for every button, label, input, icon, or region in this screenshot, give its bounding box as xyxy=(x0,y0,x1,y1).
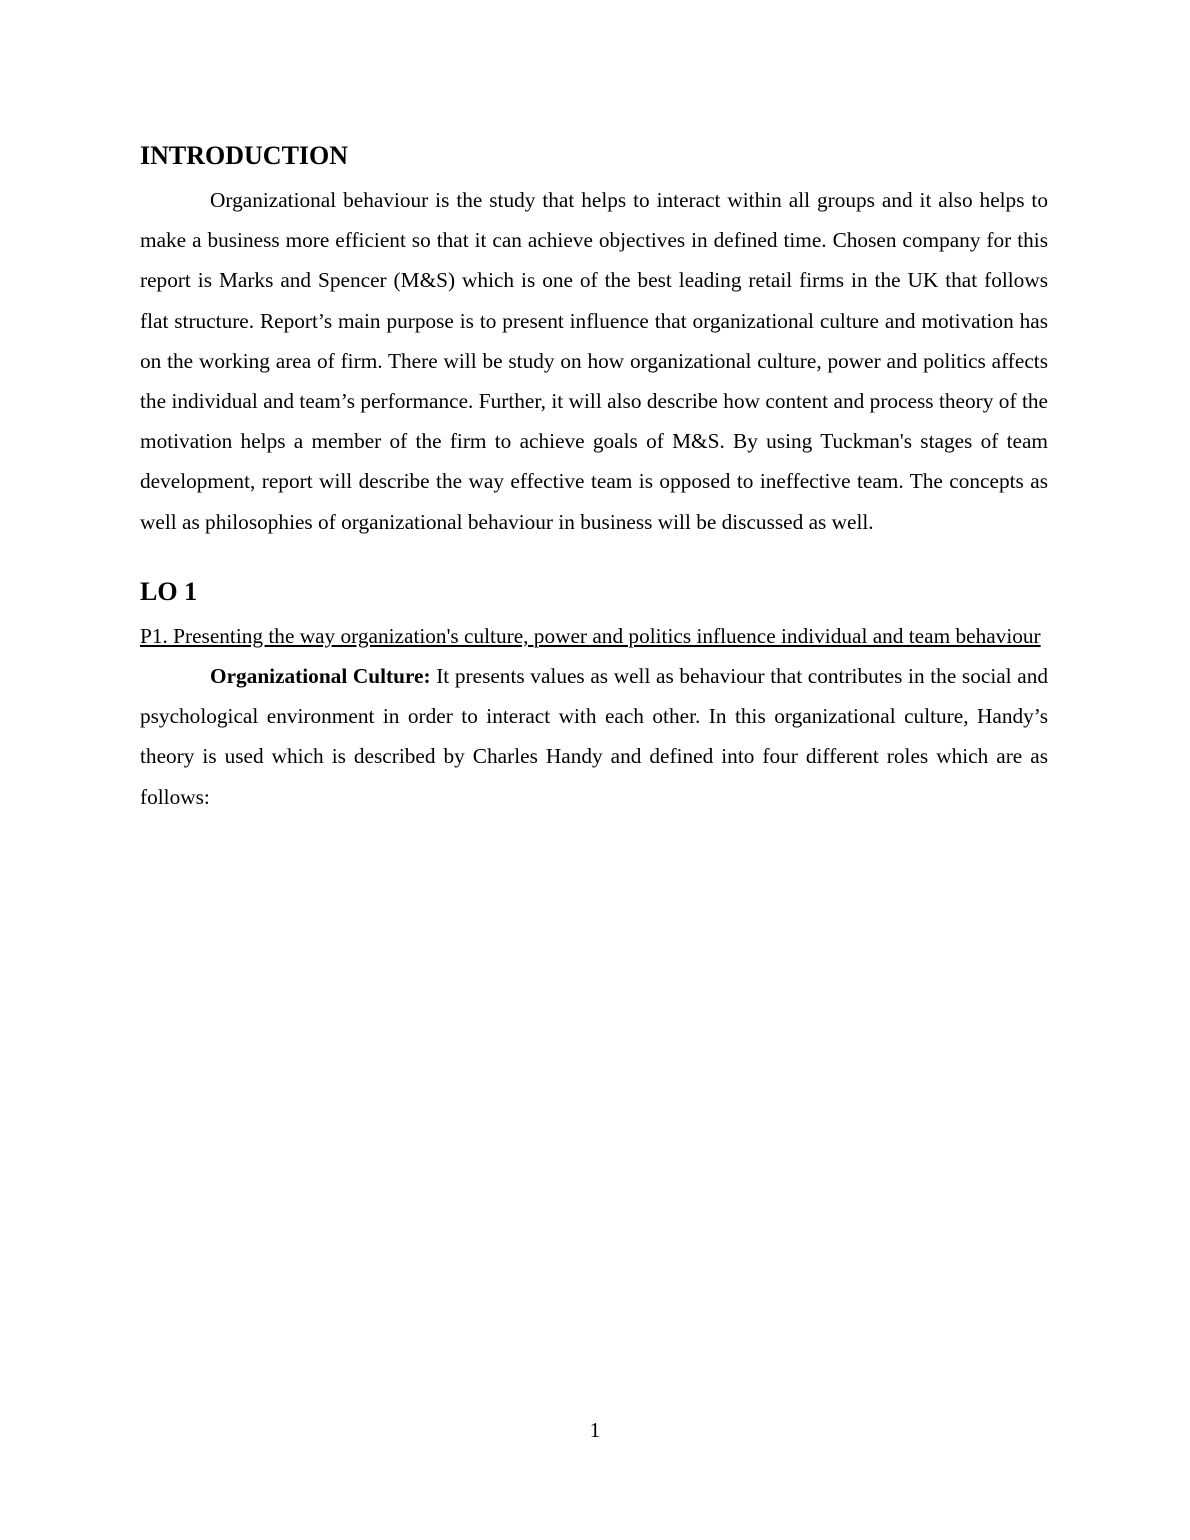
lo1-heading: LO 1 xyxy=(140,576,198,606)
introduction-paragraph: Organizational behaviour is the study that helps to interact within all groups and it also helps to make a business more efficient so that it can achieve objectives in defined time. Chosen company for this report is Marks and Spencer (M&S) which is one of the best leading retail firms in the UK that follows flat structure. Report’s main purpose is to present influence that organizational culture and motivation has on the working area of firm. There will be study on how organizational culture, power and politics affects the individual and team’s performance. Further, it will also describe how content and process theory of the motivation helps a member of the firm to achieve goals of M&S. By using Tuckman's stages of team development, report will describe the way effective team is opposed to ineffective team. The concepts as well as philosophies of organizational behaviour in business will be discussed as well. xyxy=(140,188,1048,534)
organizational-culture-text: It presents values as well as behaviour that contributes in the social and psychological environment in order to interact with each other. In this organizational culture, Handy’s theory is used which is described by Charles Handy and defined into four different roles which are as follows: xyxy=(140,664,1048,809)
page-content xyxy=(140,136,1048,817)
p1-subheading-text: P1. Presenting the way organization's culture, power and politics influence individual and team behaviour xyxy=(140,623,1041,648)
organizational-culture-paragraph xyxy=(140,656,1048,817)
p1-subheading xyxy=(140,616,1048,656)
organizational-culture-term: Organizational Culture: xyxy=(210,664,431,689)
introduction-heading: INTRODUCTION xyxy=(140,141,349,170)
page-number: 1 xyxy=(589,1418,601,1442)
